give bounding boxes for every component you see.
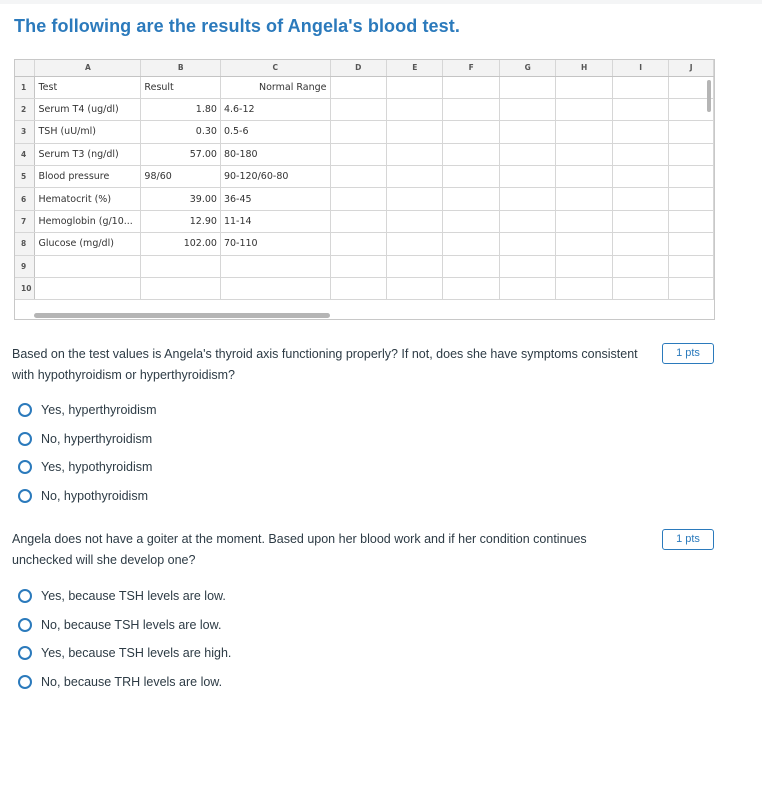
- radio-icon[interactable]: [18, 675, 32, 689]
- cell-b[interactable]: 57.00: [141, 143, 221, 165]
- cell-j[interactable]: [669, 166, 714, 188]
- radio-icon[interactable]: [18, 460, 32, 474]
- spreadsheet-grid: [15, 60, 714, 300]
- column-header-e[interactable]: E: [387, 60, 443, 76]
- row-header[interactable]: 5: [15, 166, 35, 188]
- cell-f[interactable]: [443, 188, 499, 210]
- cell-e[interactable]: [387, 255, 443, 277]
- cell-i[interactable]: [612, 98, 668, 120]
- question-1-points: 1 pts: [662, 343, 714, 364]
- cell-c[interactable]: 80-180: [220, 143, 330, 165]
- row-header[interactable]: 10: [15, 278, 35, 300]
- cell-f[interactable]: [443, 121, 499, 143]
- answer-label: No, hypothyroidism: [41, 489, 148, 504]
- answer-label: Yes, because TSH levels are low.: [41, 589, 226, 604]
- cell-b[interactable]: Result: [141, 76, 221, 98]
- cell-g[interactable]: [499, 143, 555, 165]
- cell-h[interactable]: [556, 166, 612, 188]
- sheet-row: [15, 98, 714, 120]
- cell-b[interactable]: 1.80: [141, 98, 221, 120]
- sheet-row: [15, 76, 714, 98]
- cell-d[interactable]: [330, 210, 386, 232]
- horizontal-scrollbar[interactable]: [34, 313, 330, 318]
- cell-f[interactable]: [443, 210, 499, 232]
- column-header-d[interactable]: D: [330, 60, 386, 76]
- question-2-answers: [18, 582, 231, 696]
- cell-c[interactable]: [220, 255, 330, 277]
- cell-g[interactable]: [499, 166, 555, 188]
- answer-option[interactable]: [18, 482, 157, 511]
- cell-c[interactable]: 4.6-12: [220, 98, 330, 120]
- cell-b[interactable]: 102.00: [141, 233, 221, 255]
- cell-j[interactable]: [669, 143, 714, 165]
- cell-d[interactable]: [330, 255, 386, 277]
- cell-j[interactable]: [669, 210, 714, 232]
- cell-c[interactable]: [220, 278, 330, 300]
- sheet-row: [15, 278, 714, 300]
- column-header-i[interactable]: I: [612, 60, 668, 76]
- cell-a[interactable]: Hemoglobin (g/10...: [35, 210, 141, 232]
- radio-icon[interactable]: [18, 432, 32, 446]
- sheet-row: [15, 121, 714, 143]
- answer-label: No, because TRH levels are low.: [41, 675, 223, 690]
- cell-e[interactable]: [387, 166, 443, 188]
- row-header[interactable]: 9: [15, 255, 35, 277]
- answer-option[interactable]: [18, 582, 231, 611]
- cell-h[interactable]: [556, 143, 612, 165]
- cell-i[interactable]: [612, 278, 668, 300]
- cell-c[interactable]: 0.5-6: [220, 121, 330, 143]
- column-header-j[interactable]: J: [669, 60, 714, 76]
- cell-d[interactable]: [330, 76, 386, 98]
- cell-f[interactable]: [443, 76, 499, 98]
- row-header[interactable]: 1: [15, 76, 35, 98]
- cell-h[interactable]: [556, 278, 612, 300]
- column-header-b[interactable]: B: [141, 60, 221, 76]
- cell-i[interactable]: [612, 255, 668, 277]
- column-header-a[interactable]: A: [35, 60, 141, 76]
- question-1-text: Based on the test values is Angela's thyroid axis functioning properly? If not, does she have symptoms consistent with hypothyroidism or hyperthyroidism?: [12, 347, 638, 382]
- question-1-answers: [18, 396, 157, 510]
- cell-f[interactable]: [443, 233, 499, 255]
- cell-g[interactable]: [499, 98, 555, 120]
- cell-j[interactable]: [669, 233, 714, 255]
- cell-a[interactable]: Serum T3 (ng/dl): [35, 143, 141, 165]
- radio-icon[interactable]: [18, 403, 32, 417]
- row-header[interactable]: 6: [15, 188, 35, 210]
- column-header-g[interactable]: G: [499, 60, 555, 76]
- cell-i[interactable]: [612, 188, 668, 210]
- sheet-row: [15, 166, 714, 188]
- cell-h[interactable]: [556, 188, 612, 210]
- cell-a[interactable]: Hematocrit (%): [35, 188, 141, 210]
- row-header[interactable]: 4: [15, 143, 35, 165]
- cell-d[interactable]: [330, 188, 386, 210]
- cell-a[interactable]: TSH (uU/ml): [35, 121, 141, 143]
- cell-g[interactable]: [499, 210, 555, 232]
- cell-a[interactable]: Blood pressure: [35, 166, 141, 188]
- spreadsheet[interactable]: [14, 59, 715, 320]
- answer-label: Yes, hypothyroidism: [41, 460, 153, 475]
- radio-icon[interactable]: [18, 646, 32, 660]
- cell-f[interactable]: [443, 255, 499, 277]
- sheet-row: [15, 255, 714, 277]
- cell-i[interactable]: [612, 166, 668, 188]
- cell-c[interactable]: 11-14: [220, 210, 330, 232]
- cell-g[interactable]: [499, 255, 555, 277]
- cell-a[interactable]: Test: [35, 76, 141, 98]
- column-header-h[interactable]: H: [556, 60, 612, 76]
- cell-f[interactable]: [443, 143, 499, 165]
- top-border: [0, 0, 762, 4]
- cell-g[interactable]: [499, 121, 555, 143]
- cell-d[interactable]: [330, 233, 386, 255]
- row-header[interactable]: 2: [15, 98, 35, 120]
- column-header-c[interactable]: C: [220, 60, 330, 76]
- cell-e[interactable]: [387, 76, 443, 98]
- sheet-row: [15, 233, 714, 255]
- answer-label: No, because TSH levels are low.: [41, 617, 222, 632]
- answer-option[interactable]: [18, 453, 157, 482]
- corner-cell[interactable]: [15, 60, 35, 76]
- cell-h[interactable]: [556, 255, 612, 277]
- column-header-row: [15, 60, 714, 76]
- cell-i[interactable]: [612, 210, 668, 232]
- cell-a[interactable]: Serum T4 (ug/dl): [35, 98, 141, 120]
- cell-i[interactable]: [612, 233, 668, 255]
- question-2-text: Angela does not have a goiter at the moment. Based upon her blood work and if her condition continues unchecked will she develop one?: [12, 532, 587, 567]
- cell-h[interactable]: [556, 210, 612, 232]
- cell-j[interactable]: [669, 188, 714, 210]
- cell-f[interactable]: [443, 278, 499, 300]
- cell-e[interactable]: [387, 278, 443, 300]
- cell-h[interactable]: [556, 76, 612, 98]
- cell-d[interactable]: [330, 98, 386, 120]
- cell-d[interactable]: [330, 166, 386, 188]
- cell-c[interactable]: Normal Range: [220, 76, 330, 98]
- cell-g[interactable]: [499, 278, 555, 300]
- answer-option[interactable]: [18, 425, 157, 454]
- cell-g[interactable]: [499, 188, 555, 210]
- cell-i[interactable]: [612, 143, 668, 165]
- row-header[interactable]: 3: [15, 121, 35, 143]
- page-title: The following are the results of Angela's blood test.: [14, 16, 460, 36]
- cell-g[interactable]: [499, 233, 555, 255]
- cell-c[interactable]: 36-45: [220, 188, 330, 210]
- answer-option[interactable]: [18, 396, 157, 425]
- answer-label: No, hyperthyroidism: [41, 431, 153, 446]
- cell-b[interactable]: [141, 278, 221, 300]
- cell-e[interactable]: [387, 143, 443, 165]
- cell-h[interactable]: [556, 233, 612, 255]
- radio-icon[interactable]: [18, 489, 32, 503]
- cell-d[interactable]: [330, 143, 386, 165]
- cell-b[interactable]: 12.90: [141, 210, 221, 232]
- cell-e[interactable]: [387, 210, 443, 232]
- cell-h[interactable]: [556, 98, 612, 120]
- row-header[interactable]: 7: [15, 210, 35, 232]
- cell-i[interactable]: [612, 76, 668, 98]
- sheet-row: [15, 143, 714, 165]
- cell-c[interactable]: 70-110: [220, 233, 330, 255]
- cell-b[interactable]: [141, 255, 221, 277]
- cell-e[interactable]: [387, 188, 443, 210]
- answer-option[interactable]: [18, 668, 231, 697]
- answer-option[interactable]: [18, 639, 231, 668]
- sheet-row: [15, 188, 714, 210]
- cell-c[interactable]: 90-120/60-80: [220, 166, 330, 188]
- cell-d[interactable]: [330, 121, 386, 143]
- cell-i[interactable]: [612, 121, 668, 143]
- cell-j[interactable]: [669, 278, 714, 300]
- row-header[interactable]: 8: [15, 233, 35, 255]
- radio-icon[interactable]: [18, 589, 32, 603]
- answer-label: Yes, because TSH levels are high.: [41, 646, 232, 661]
- answer-option[interactable]: [18, 611, 231, 640]
- sheet-row: [15, 210, 714, 232]
- cell-d[interactable]: [330, 278, 386, 300]
- cell-g[interactable]: [499, 76, 555, 98]
- cell-f[interactable]: [443, 98, 499, 120]
- cell-b[interactable]: 0.30: [141, 121, 221, 143]
- cell-e[interactable]: [387, 233, 443, 255]
- question-2-points: 1 pts: [662, 529, 714, 550]
- answer-label: Yes, hyperthyroidism: [41, 403, 157, 418]
- cell-f[interactable]: [443, 166, 499, 188]
- cell-h[interactable]: [556, 121, 612, 143]
- cell-a[interactable]: [35, 255, 141, 277]
- cell-a[interactable]: Glucose (mg/dl): [35, 233, 141, 255]
- radio-icon[interactable]: [18, 618, 32, 632]
- vertical-scrollbar[interactable]: [707, 80, 711, 112]
- column-header-f[interactable]: F: [443, 60, 499, 76]
- cell-b[interactable]: 98/60: [141, 166, 221, 188]
- cell-e[interactable]: [387, 121, 443, 143]
- cell-a[interactable]: [35, 278, 141, 300]
- cell-j[interactable]: [669, 255, 714, 277]
- cell-b[interactable]: 39.00: [141, 188, 221, 210]
- cell-j[interactable]: [669, 121, 714, 143]
- cell-e[interactable]: [387, 98, 443, 120]
